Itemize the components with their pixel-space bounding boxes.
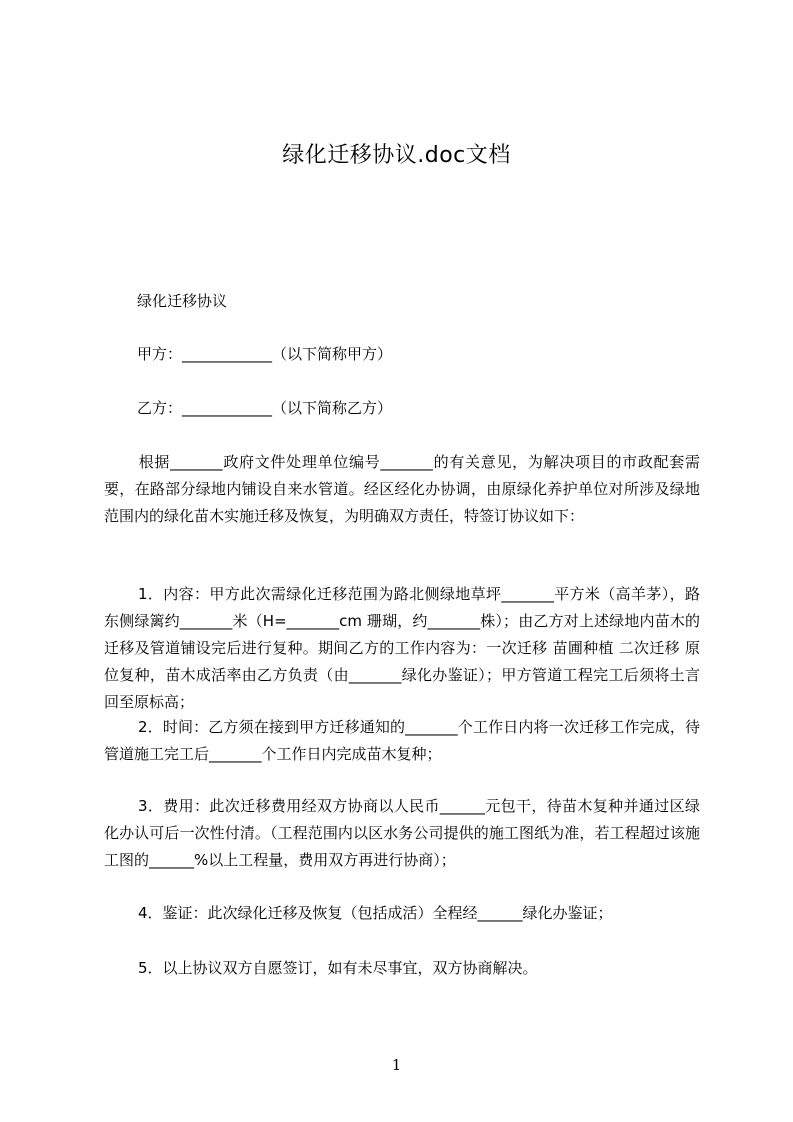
clause-text: 2．时间：乙方须在接到甲方迁移通知的_______个工作日内将一次迁移工作完成，待管道施工完工后_______个工作日内完成苗木复种； bbox=[104, 718, 700, 763]
clause-verification bbox=[104, 900, 700, 927]
preamble-paragraph bbox=[104, 449, 700, 530]
clause-closing bbox=[104, 955, 700, 982]
clause-fee bbox=[104, 793, 700, 874]
clause-text: 5．以上协议双方自愿签订，如有未尽事宜，双方协商解决。 bbox=[138, 959, 538, 977]
preamble-text: 根据_______政府文件处理单位编号_______的有关意见，为解决项目的市政配套需要，在路部分绿地内铺设自来水管道。经区经化办协调，由原绿化养护单位对所涉及绿地范围内的绿化苗木实施迁移及恢复，为明确双方责任，特签订协议如下： bbox=[104, 453, 700, 525]
agreement-heading: 绿化迁移协议 bbox=[137, 292, 228, 310]
document-title: 绿化迁移协议.doc文档 bbox=[282, 143, 511, 168]
clause-text: 4．鉴证：此次绿化迁移及恢复（包括成活）全程经______绿化办鉴证； bbox=[138, 904, 613, 922]
party-a-line: 甲方：____________（以下简称甲方） bbox=[137, 345, 393, 363]
clause-text: 1．内容：甲方此次需绿化迁移范围为路北侧绿地草坪_______平方米（高羊茅），路东侧绿篱约_______米（H=_______cm 珊瑚，约_______株）；由乙方对上述绿地内苗木的迁移及管道铺设完后进行复种。期间乙方的工作内容为：一次迁移 苗圃种植 二次迁移 原位复种，苗木成活率由乙方负责（由_______绿化办鉴证）；甲方管道工程完工后须将土言回至原标高； bbox=[104, 585, 700, 711]
party-b-line: 乙方：____________（以下简称乙方） bbox=[137, 399, 393, 417]
page-number: 1 bbox=[391, 1056, 402, 1074]
clause-time bbox=[104, 714, 700, 768]
clause-content bbox=[104, 581, 700, 716]
clause-text: 3．费用：此次迁移费用经双方协商以人民币______元包干，待苗木复种并通过区绿化办认可后一次性付清。（工程范围内以区水务公司提供的施工图纸为准，若工程超过该施工图的______%以上工程量，费用双方再进行协商）； bbox=[104, 797, 700, 869]
